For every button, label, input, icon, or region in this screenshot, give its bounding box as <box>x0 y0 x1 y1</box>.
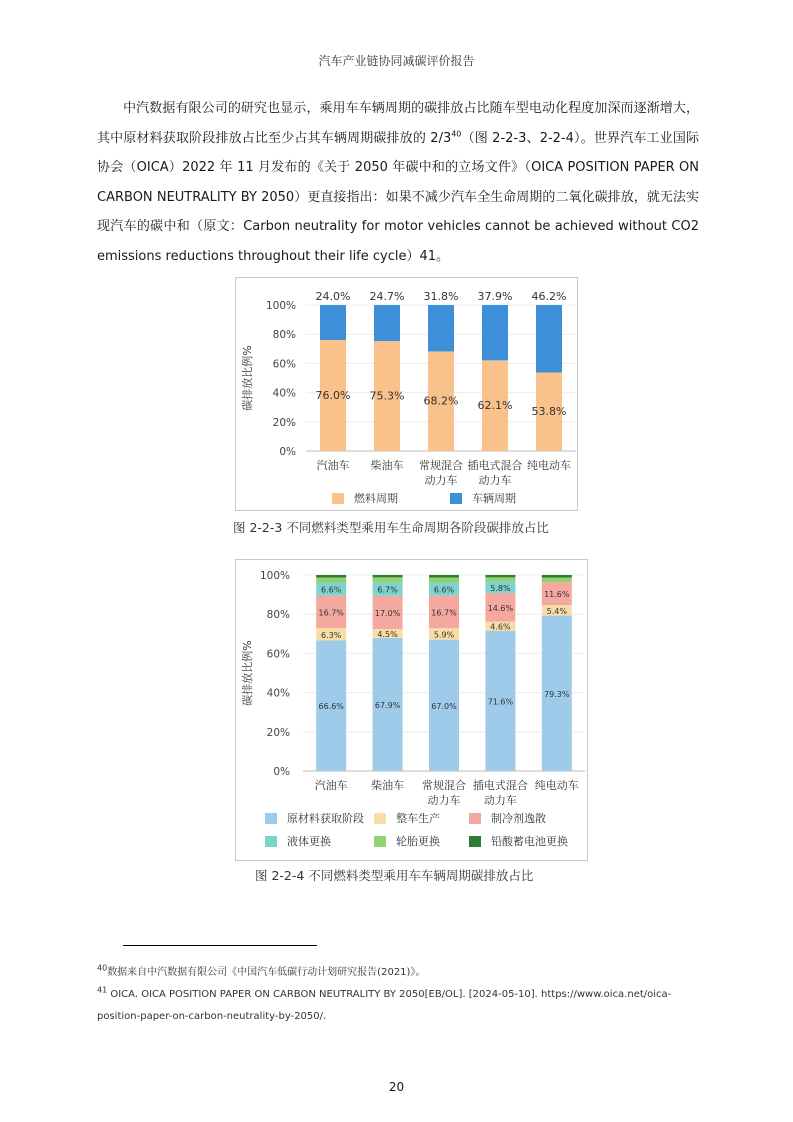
legend-swatch <box>469 836 481 847</box>
y-axis-title: 碳排放比例% <box>241 640 254 706</box>
footnote-divider <box>123 945 317 946</box>
legend-swatch <box>374 836 386 847</box>
data-label: 5.8% <box>490 583 511 593</box>
footnote-ref-40[interactable]: 40 <box>451 129 462 139</box>
bar-segment-5 <box>542 578 572 583</box>
data-label: 79.3% <box>544 689 570 699</box>
x-tick-label: 插电式混合 <box>472 779 528 792</box>
data-label: 62.1% <box>477 399 513 413</box>
paragraph-text-2: （图 2-2-3、2-2-4）。世界汽车工业国际协会（OICA）2022 年 11 月发布的《关于 2050 年碳中和的立场文件》（OICA POSITION PAPER ON CARBON NEUTRALITY BY 2050）更直接指出：如果不减少汽车全生命周期的二氧化碳排放，就无法实现汽车的碳中和（原文：Carbon neutrality for motor vehicles cannot be achieved without CO2 emissions reductions throughout their life cycle）41。 <box>97 130 699 264</box>
legend-label: 整车生产 <box>396 812 440 825</box>
x-tick-label: 纯电动车 <box>534 779 579 792</box>
y-tick-label: 20% <box>266 726 290 739</box>
bar-segment-2 <box>374 305 400 341</box>
y-axis-title: 碳排放比例% <box>241 345 254 411</box>
figure-2-2-3 <box>235 277 578 511</box>
legend-label: 原材料获取阶段 <box>287 812 364 825</box>
legend-swatch <box>374 813 386 824</box>
data-label: 6.6% <box>433 585 455 595</box>
x-tick-label: 汽油车 <box>314 779 348 792</box>
x-tick-label: 动力车 <box>483 794 517 807</box>
body-paragraph <box>97 94 699 272</box>
x-tick-label: 柴油车 <box>370 459 404 472</box>
y-tick-label: 100% <box>259 570 290 582</box>
running-header: 汽车产业链协同减碳评价报告 <box>318 54 475 68</box>
data-label: 6.6% <box>321 585 342 595</box>
figure-caption-2-2-3: 图 2-2-3 不同燃料类型乘用车生命周期各阶段碳排放占比 <box>233 520 549 535</box>
legend-swatch <box>332 493 344 504</box>
data-label: 16.7% <box>431 608 457 618</box>
legend-swatch <box>450 493 462 504</box>
y-tick-label: 0% <box>279 446 296 458</box>
x-tick-label: 常规混合 <box>422 779 466 792</box>
bar-segment-5 <box>373 577 403 582</box>
x-tick-label: 纯电动车 <box>527 459 571 472</box>
footnote-41: $^{41}$ OICA. OICA POSITION PAPER ON CARBON NEUTRALITY BY 2050[EB/OL]. [2024-05-10]. https://www.oica.net/oica-position-paper-on-carbon-neutrality-by-2050/. <box>97 985 672 1022</box>
bar-segment-6 <box>485 575 515 577</box>
legend-swatch <box>265 813 277 824</box>
y-tick-label: 40% <box>266 687 290 700</box>
data-label: 31.8% <box>423 290 459 303</box>
data-label: 5.9% <box>433 630 455 640</box>
y-tick-label: 60% <box>266 648 290 661</box>
bar-segment-2 <box>536 305 562 372</box>
data-label: 4.6% <box>490 622 511 632</box>
bar-segment-6 <box>316 575 346 578</box>
bar-segment-6 <box>542 575 572 578</box>
data-label: 67.9% <box>374 700 401 710</box>
data-label: 4.5% <box>377 630 398 640</box>
y-tick-label: 100% <box>265 300 296 312</box>
data-label: 11.6% <box>544 590 570 600</box>
data-label: 37.9% <box>477 290 513 303</box>
bar-segment-5 <box>316 578 346 583</box>
x-tick-label: 动力车 <box>427 794 461 807</box>
legend-swatch <box>265 836 277 847</box>
data-label: 24.7% <box>369 290 405 303</box>
data-label: 76.0% <box>315 389 351 403</box>
bar-segment-5 <box>429 578 459 583</box>
legend-label: 制冷剂逸散 <box>491 812 546 825</box>
data-label: 66.6% <box>318 702 344 712</box>
chart-vehicle-cycle-emissions <box>236 560 587 860</box>
data-label: 14.6% <box>487 603 514 613</box>
x-tick-label: 动力车 <box>424 474 458 487</box>
figure-2-2-4 <box>235 559 588 861</box>
y-tick-label: 80% <box>266 609 290 622</box>
bar-segment-2 <box>320 305 346 340</box>
data-label: 6.7% <box>377 585 398 595</box>
data-label: 24.0% <box>315 290 351 303</box>
footnote-40: $^{40}$数据来自中汽数据有限公司《中国汽车低碳行动计划研究报告(2021)》。 <box>97 963 426 978</box>
data-label: 53.8% <box>531 405 567 419</box>
legend-label: 燃料周期 <box>354 492 398 505</box>
bar-segment-2 <box>482 305 508 360</box>
x-tick-label: 插电式混合 <box>467 459 523 472</box>
data-label: 67.0% <box>431 701 457 711</box>
bar-segment-2 <box>428 305 454 351</box>
y-tick-label: 80% <box>272 329 296 342</box>
legend-label: 液体更换 <box>287 835 331 848</box>
bar-segment-6 <box>429 575 459 578</box>
paragraph-text-1: 中汽数据有限公司的研究也显示，乘用车车辆周期的碳排放占比随车型电动化程度加深而逐渐增大，其中原材料获取阶段排放占比至少占其车辆周期碳排放的 2/3 <box>97 101 699 146</box>
footnotes <box>97 962 699 1028</box>
data-label: 46.2% <box>531 290 567 303</box>
figure-caption-2-2-4: 图 2-2-4 不同燃料类型乘用车车辆周期碳排放占比 <box>255 868 534 883</box>
x-tick-label: 汽油车 <box>316 459 350 472</box>
y-tick-label: 20% <box>272 416 296 429</box>
legend-label: 轮胎更换 <box>396 835 440 848</box>
data-label: 6.3% <box>321 630 342 640</box>
x-tick-label: 柴油车 <box>371 779 405 792</box>
page-number: 20 <box>388 1080 405 1094</box>
legend-label: 车辆周期 <box>472 492 516 505</box>
data-label: 75.3% <box>369 389 405 403</box>
x-tick-label: 动力车 <box>478 474 512 487</box>
data-label: 5.4% <box>546 606 567 616</box>
bar-segment-6 <box>373 575 403 577</box>
y-tick-label: 40% <box>272 387 296 400</box>
data-label: 71.6% <box>487 697 514 707</box>
legend-swatch <box>469 813 481 824</box>
legend-label: 铅酸蓄电池更换 <box>491 835 568 848</box>
data-label: 17.0% <box>374 608 401 618</box>
y-tick-label: 60% <box>272 358 296 371</box>
bar-segment-5 <box>485 577 515 581</box>
y-tick-label: 0% <box>273 766 290 778</box>
chart-lifecycle-emissions <box>236 278 577 510</box>
x-tick-label: 常规混合 <box>419 459 463 472</box>
data-label: 68.2% <box>423 394 459 408</box>
data-label: 16.7% <box>318 608 344 618</box>
